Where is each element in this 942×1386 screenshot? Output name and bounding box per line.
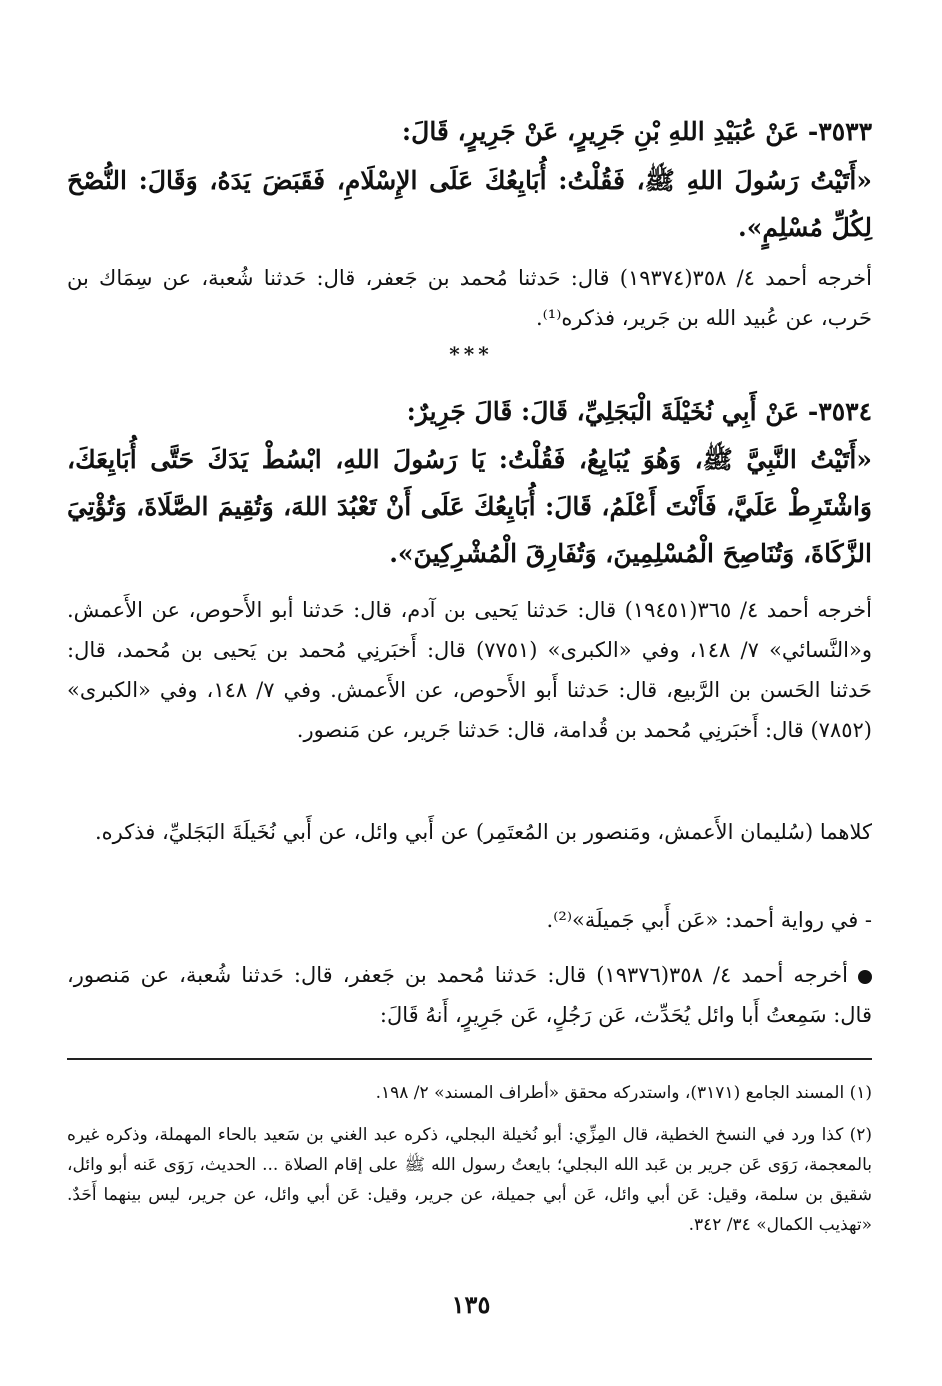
hadith-3534-bullet-item xyxy=(67,955,872,1035)
hadith-3534-bullet-text: أخرجه أحمد ٤/ ٣٥٨(١٩٣٧٦) قال: حَدثنا مُحمد بن جَعفر، قال: حَدثنا شُعبة، عن مَنصور، قال: سَمِعتُ أَبا وائل يُحَدِّث، عَن رَجُلٍ، عَن جَرِيرٍ، أَنهُ قَالَ: xyxy=(67,963,872,1027)
hadith-3533-text: «أَتَيْتُ رَسُولَ اللهِ ﷺ، فَقُلْتُ: أُبَايِعُكَ عَلَى الإِسْلَامِ، فَقَبَضَ يَدَهُ، وَقَالَ: النُّصْحَ لِكُلِّ مُسْلِمٍ». xyxy=(67,166,872,242)
footnote-2: (٢) كذا ورد في النسخ الخطية، قال المِزِّي: أبو نُخيلة البجلي، ذكره عبد الغني بن سَعيد بالحاء المهملة، وذكره غيره بالمعجمة، رَوَى عَن جرير بن عَبد الله البجلي؛ بايعتُ رسول الله ﷺ على إقام الصلاة ... الحديث، رَوَى عَنه أبو وائل، شقيق بن سلمة، وقيل: عَن أبي وائل، عَن أبي جميلة، عن جرير، وقيل: عَن أبي وائل، عن جرير، ليس بينهما أَحَدٌ. «تهذيب الكمال» ٣٤/ ٣٤٢. xyxy=(67,1125,872,1235)
footnote-1: (١) المسند الجامع (٣١٧١)، واستدركه محقق «أطراف المسند» ٢/ ١٩٨. xyxy=(375,1083,872,1103)
section-separator: *** xyxy=(449,342,493,366)
hadith-3533-takhrij: أخرجه أحمد ٤/ ٣٥٨(١٩٣٧٤) قال: حَدثنا مُحمد بن جَعفر، قال: حَدثنا شُعبة، عن سِمَاك بن حَرب، عن عُبيد الله بن جَرير، فذكره⁽¹⁾. xyxy=(67,266,872,330)
hadith-3534-note: - في رواية أحمد: «عَن أَبي جَميلَة»⁽²⁾. xyxy=(546,908,872,932)
bullet-icon xyxy=(858,970,872,984)
page-number: ١٣٥ xyxy=(451,1290,491,1319)
hadith-3534-text: «أَتَيْتُ النَّبِيَّ ﷺ، وَهُوَ يُبَايِعُ، فَقُلْتُ: يَا رَسُولَ اللهِ، ابْسُطْ يَدَكَ حَتَّى أُبَايِعَكَ، وَاشْتَرِطْ عَلَيَّ، فَأَنْتَ أَعْلَمُ، قَالَ: أُبَايِعُكَ عَلَى أَنْ تَعْبُدَ اللهَ، وَتُقِيمَ الصَّلَاةَ، وَتُؤْتِيَ الزَّكَاةَ، وَتُنَاصِحَ الْمُسْلِمِينَ، وَتُفَارِقَ الْمُشْرِكِينَ». xyxy=(67,445,872,568)
hadith-3534-header: ٣٥٣٤- عَنْ أَبِي نُخَيْلَةَ الْبَجَلِيِّ، قَالَ: قَالَ جَرِيرٌ: xyxy=(406,397,872,426)
hadith-3534-both: كلاهما (سُليمان الأَعمش، ومَنصور بن المُعتَمِر) عن أَبي وائل، عن أَبي نُخَيلَةَ البَجَليِّ، فذكره. xyxy=(94,820,872,844)
footnote-divider xyxy=(67,1058,872,1060)
hadith-3534-takhrij: أخرجه أحمد ٤/ ٣٦٥(١٩٤٥١) قال: حَدثنا يَحيى بن آدم، قال: حَدثنا أبو الأَحوص، عن الأَعمش. و«النَّسائي» ٧/ ١٤٨، وفي «الكبرى» (٧٧٥١) قال: أَخبَرنِي مُحمد بن يَحيى بن مُحمد، قال: حَدثنا الحَسن بن الرَّبيع، قال: حَدثنا أَبو الأَحوص، عن الأَعمش. وفي ٧/ ١٤٨، وفي «الكبرى» (٧٨٥٢) قال: أَخبَرنِي مُحمد بن قُدامة، قال: حَدثنا جَرير، عن مَنصور. xyxy=(67,598,872,742)
hadith-3533-header: ٣٥٣٣- عَنْ عُبَيْدِ اللهِ بْنِ جَرِيرٍ، عَنْ جَرِيرٍ، قَالَ: xyxy=(401,117,872,146)
